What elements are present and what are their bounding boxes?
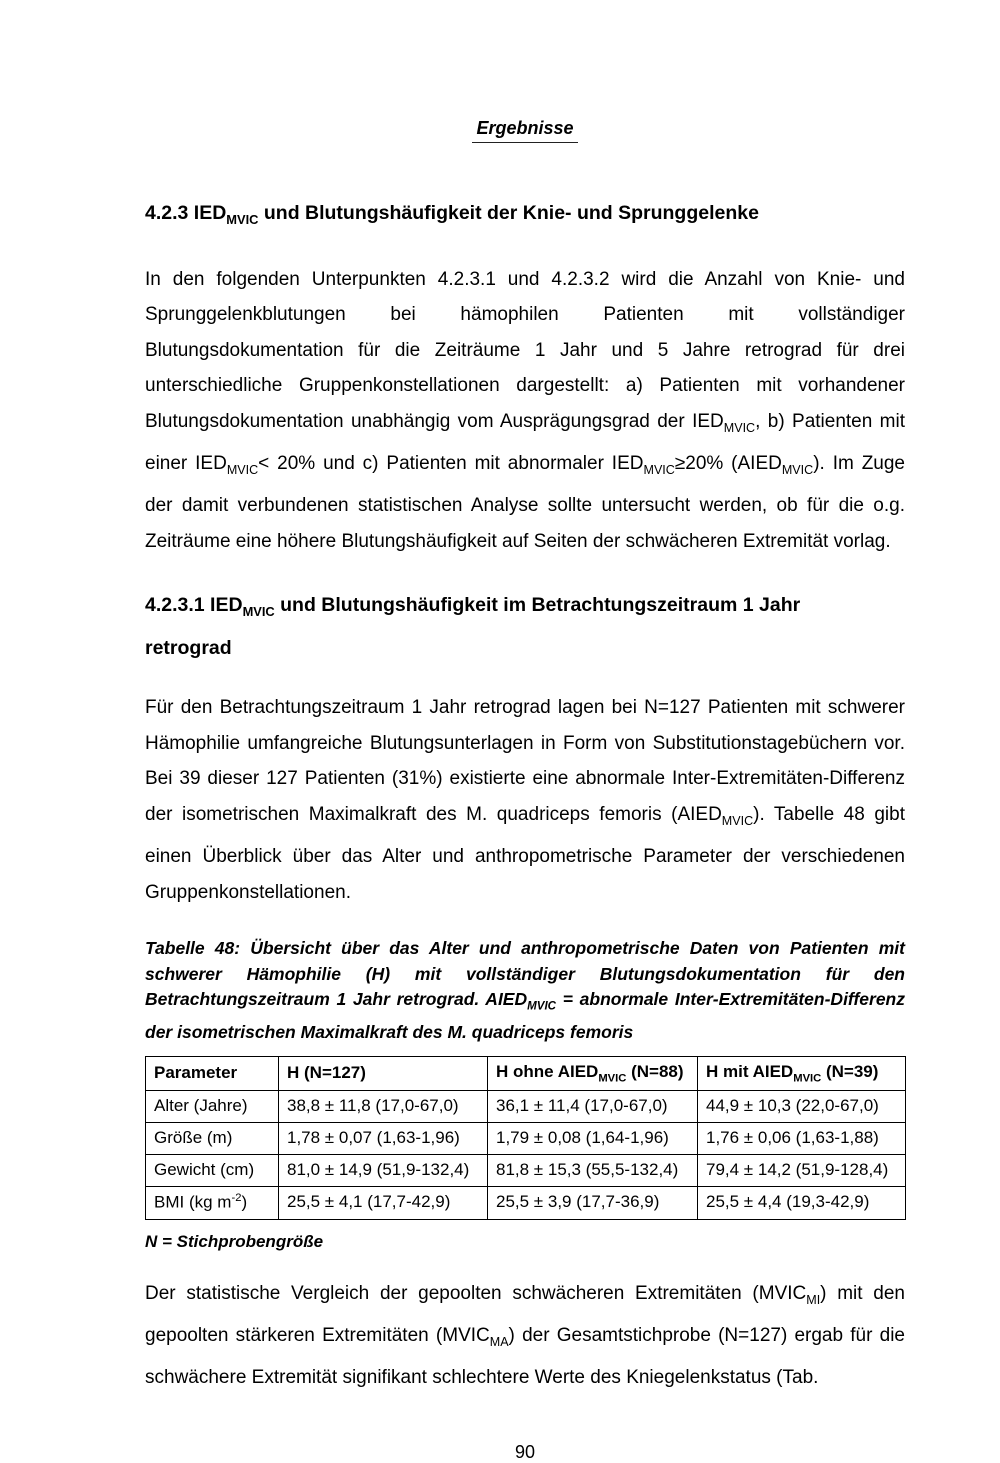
running-header-title: Ergebnisse [472, 118, 577, 143]
row-label-gewicht: Gewicht (cm) [146, 1155, 279, 1187]
page-number: 90 [514, 1441, 536, 1462]
paragraph-timeframe: Für den Betrachtungszeitraum 1 Jahr retrograd lagen bei N=127 Patienten mit schwerer Hämophilie umfangreiche Blutungsunterlagen in Form von Substitutionstagebüchern vor. Bei 39 dieser 127 Patienten (31%) existierte eine abnormale Inter-Extremitäten-Differenz der isometrischen Maximalkraft des M. quadriceps femoris $(AIED_{MVIC})$. Tabelle 48 gibt einen Überblick über das Alter und anthropometrische Parameter der verschiedenen Gruppenkonstellationen. [145, 697, 905, 903]
row-label-bmi: BMI (kg $m^{-2}$) [146, 1187, 279, 1220]
table-caption: Tabelle 48: Übersicht über das Alter und anthropometrische Daten von Patienten mit schwerer Hämophilie (H) mit vollständiger Blutungsdokumentation für den Betrachtungszeitraum 1 Jahr retrograd. $AIED_{MVIC}$ = abnormale Inter-Extremitäten-Differenz der isometrischen Maximalkraft des M. quadriceps femoris [145, 938, 905, 1043]
cell-alter-h: 38,8 ± 11,8 (17,0-67,0) [279, 1091, 488, 1123]
col-header-h-mit-aied: H mit $AIED_{MVIC}$ (N=39) [698, 1056, 906, 1090]
col-header-h-ohne-aied: H ohne $AIED_{MVIC}$ (N=88) [488, 1056, 698, 1090]
cell-gewicht-ohne: 81,8 ± 15,3 (55,5-132,4) [488, 1155, 698, 1187]
section-heading-423: 4.2.3 $IED_{MVIC}$ und Blutungshäufigkeit der Knie- und Sprunggelenke [145, 202, 759, 227]
row-label-groesse: Größe (m) [146, 1123, 279, 1155]
table-header-row [146, 1056, 906, 1090]
col-header-parameter: Parameter [146, 1056, 279, 1090]
cell-alter-mit: 44,9 ± 10,3 (22,0-67,0) [698, 1091, 906, 1123]
table-row-groesse [146, 1123, 906, 1155]
cell-gewicht-h: 81,0 ± 14,9 (51,9-132,4) [279, 1155, 488, 1187]
table-48 [145, 1056, 906, 1220]
cell-bmi-ohne: 25,5 ± 3,9 (17,7-36,9) [488, 1187, 698, 1220]
page-content [145, 118, 905, 1463]
cell-bmi-mit: 25,5 ± 4,4 (19,3-42,9) [698, 1187, 906, 1220]
cell-groesse-mit: 1,76 ± 0,06 (1,63-1,88) [698, 1123, 906, 1155]
col-header-h-all: H (N=127) [279, 1056, 488, 1090]
paragraph-intro: In den folgenden Unterpunkten 4.2.3.1 und 4.2.3.2 wird die Anzahl von Knie- und Sprunggelenkblutungen bei hämophilen Patienten mit vollständiger Blutungsdokumentation für die Zeiträume 1 Jahr und 5 Jahre retrograd für drei unterschiedliche Gruppenkonstellationen dargestellt: a) Patienten mit vorhandener Blutungsdokumentation unabhängig vom Ausprägungsgrad der $IED_{MVIC}$, b) Patienten mit einer $IED_{MVIC}< 20\%$ und c) Patienten mit abnormaler $IED_{MVIC}\ge 20\%$ $(AIED_{MVIC})$. Im Zuge der damit verbundenen statistischen Analyse sollte untersucht werden, ob für die o.g. Zeiträume eine höhere Blutungshäufigkeit auf Seiten der schwächeren Extremität vorlag. [145, 268, 906, 552]
running-header [145, 118, 905, 143]
table-row-gewicht [146, 1155, 906, 1187]
cell-groesse-h: 1,78 ± 0,07 (1,63-1,96) [279, 1123, 488, 1155]
table-row-bmi [146, 1187, 906, 1220]
cell-bmi-h: 25,5 ± 4,1 (17,7-42,9) [279, 1187, 488, 1220]
cell-alter-ohne: 36,1 ± 11,4 (17,0-67,0) [488, 1091, 698, 1123]
row-label-alter: Alter (Jahre) [146, 1091, 279, 1123]
cell-gewicht-mit: 79,4 ± 14,2 (51,9-128,4) [698, 1155, 906, 1187]
paragraph-statistics: Der statistische Vergleich der gepoolten schwächeren Extremitäten $(MVIC_{MI})$ mit den gepoolten stärkeren Extremitäten $(MVIC_{MA})$ der Gesamtstichprobe (N=127) ergab für die schwächere Extremität signifikant schlechtere Werte des Kniegelenkstatus (Tab. [145, 1282, 905, 1389]
cell-groesse-ohne: 1,79 ± 0,08 (1,64-1,96) [488, 1123, 698, 1155]
section-heading-4231: 4.2.3.1 $IED_{MVIC}$ und Blutungshäufigkeit im Betrachtungszeitraum 1 Jahr retrograd [145, 594, 801, 660]
table-footnote: N = Stichprobengröße [145, 1231, 324, 1251]
table-row-alter [146, 1091, 906, 1123]
